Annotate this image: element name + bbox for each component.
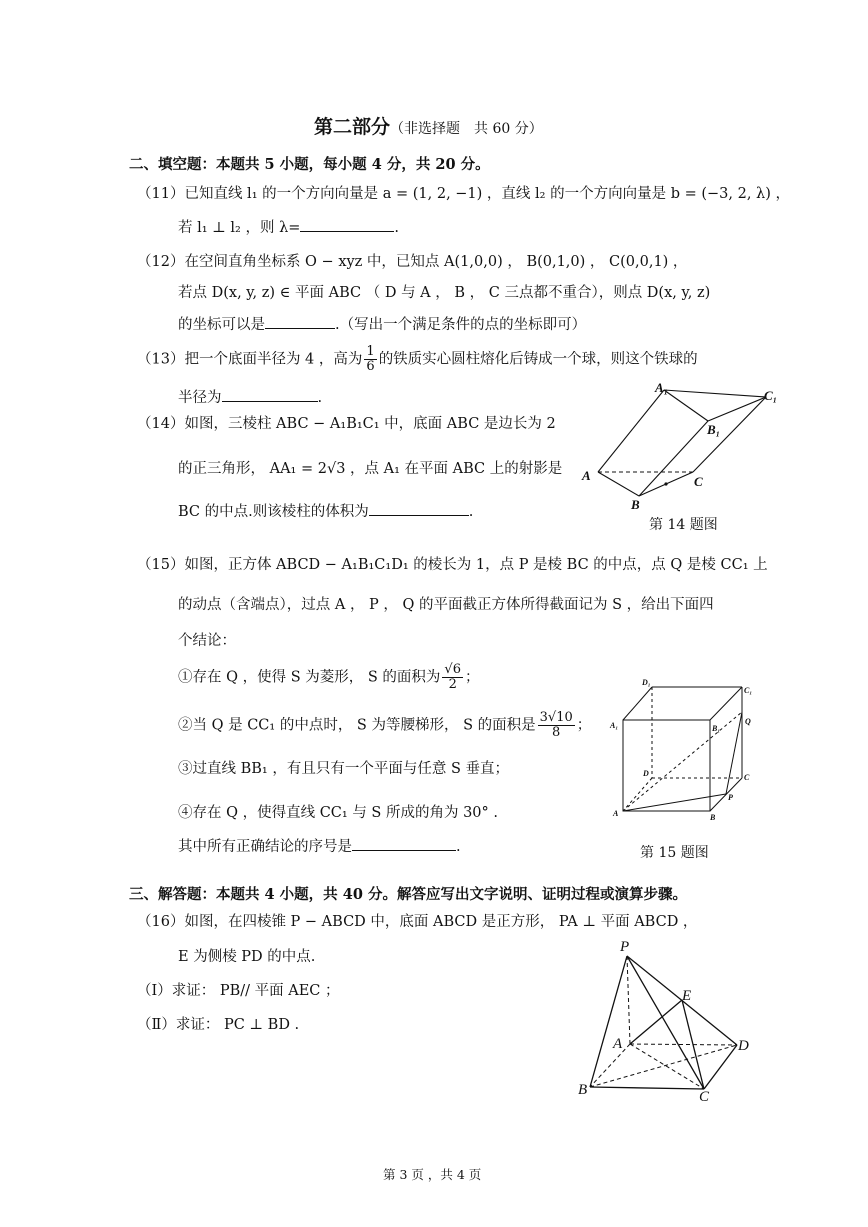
q12-line-1: （12）在空间直角坐标系 O − xyz 中，已知点 A(1,0,0) ， B(0,1,0) ， C(0,0,1) ，	[137, 254, 688, 270]
q12-line-2: 若点 D(x, y, z) ∈ 平面 ABC （ D 与 A ， B ， C 三点都不重合），则点 D(x, y, z)	[178, 285, 711, 301]
q14-end: .	[468, 504, 474, 520]
q14-line-3	[178, 500, 473, 521]
section-2-heading: 二、填空题：本题共 5 小题，每小题 4 分，共 20 分。	[129, 156, 490, 173]
q15-line-1: （15）如图，正方体 ABCD − A₁B₁C₁D₁ 的棱长为 1，点 P 是棱 BC 的中点，点 Q 是棱 CC₁ 上	[137, 557, 768, 573]
q15-conclusion-3: ③过直线 BB₁ ，有且只有一个平面与任意 S 垂直；	[178, 761, 509, 777]
q16-line-2: E 为侧棱 PD 的中点.	[178, 949, 316, 965]
q15-line-8	[178, 835, 461, 856]
q16-part-1: （Ⅰ）求证： PB// 平面 AEC ；	[137, 983, 340, 999]
fraction-denominator: 6	[366, 359, 375, 374]
q15-line-3: 个结论：	[178, 633, 236, 649]
fraction-numerator: √6	[444, 662, 461, 677]
label-B1: B₁	[712, 724, 721, 733]
label-C: C	[694, 474, 703, 489]
answer-blank	[300, 217, 394, 232]
part-title	[314, 112, 543, 139]
q15-conclusion-2	[178, 711, 591, 740]
label-D1: D₁	[642, 678, 651, 687]
label-D: D	[738, 1038, 749, 1054]
answer-blank	[352, 836, 456, 851]
label-C: C	[744, 773, 750, 782]
section-3-heading: 三、解答题：本题共 4 小题，共 40 分。解答应写出文字说明、证明过程或演算步骤。	[129, 886, 687, 903]
answer-blank	[222, 387, 318, 402]
q14-line-1: （14）如图，三棱柱 ABC − A₁B₁C₁ 中，底面 ABC 是边长为 2	[137, 416, 556, 432]
label-D: D	[643, 769, 649, 778]
label-B: B	[710, 813, 716, 822]
fraction-numerator: 1	[366, 344, 375, 359]
part-title-text: 第二部分	[314, 116, 391, 138]
q11-line-1: （11）已知直线 l₁ 的一个方向向量是 a = (1, 2, −1) ，直线 l₂ 的一个方向向量是 b = (−3, 2, λ) ，	[137, 186, 791, 202]
label-P: P	[728, 793, 733, 802]
q12-line-3	[178, 313, 586, 334]
label-A: A	[613, 1036, 623, 1052]
q13-text-b: 的铁质实心圆柱熔化后铸成一个球，则这个铁球的	[378, 351, 698, 368]
q15-end: .	[456, 839, 461, 855]
q15-c1-text: ①存在 Q ，使得 S 为菱形， S 的面积为	[178, 669, 441, 686]
figure-14-prism	[575, 380, 785, 512]
label-Q: Q	[745, 717, 751, 726]
q11-text: 若 l₁ ⊥ l₂ ，则 λ=	[178, 220, 301, 236]
label-P: P	[620, 939, 630, 955]
figure-14-caption: 第 14 题图	[649, 517, 718, 533]
label-A: A	[613, 809, 619, 818]
label-B: B	[578, 1082, 588, 1098]
q12-text: 的坐标可以是	[178, 317, 265, 333]
q13-line-2	[178, 386, 322, 407]
q11-end: .	[394, 220, 400, 236]
q11-line-2	[178, 216, 399, 237]
q13-line-1	[137, 345, 698, 374]
q13-end: .	[317, 390, 323, 406]
q13-text-a: （13）把一个底面半径为 4 ，高为	[137, 351, 363, 368]
page-footer: 第 3 页 ，共 4 页	[383, 1167, 482, 1182]
q15-c2-end: ；	[576, 717, 592, 734]
answer-blank	[369, 501, 469, 516]
fraction	[538, 711, 575, 740]
fraction-numerator: 3√10	[539, 710, 573, 725]
q15-c2-text: ②当 Q 是 CC₁ 的中点时， S 为等腰梯形， S 的面积是	[178, 717, 536, 734]
figure-15-cube	[608, 676, 758, 824]
figure-16-pyramid	[570, 936, 770, 1108]
fraction-denominator: 8	[552, 725, 561, 740]
q16-part-2: （Ⅱ）求证： PC ⊥ BD .	[137, 1017, 300, 1033]
q15-conclusion-4: ④存在 Q ，使得直线 CC₁ 与 S 所成的角为 30° .	[178, 805, 499, 821]
q14-line-2: 的正三角形， AA₁ = 2√3 ，点 A₁ 在平面 ABC 上的射影是	[178, 461, 563, 477]
label-B: B	[631, 497, 640, 512]
figure-15-caption: 第 15 题图	[640, 845, 709, 861]
q12-end: .（写出一个满足条件的点的坐标即可）	[335, 317, 587, 333]
label-C1: C₁	[764, 388, 778, 403]
label-A1: A₁	[610, 721, 619, 730]
label-C: C	[699, 1089, 710, 1105]
label-A1: A₁	[655, 380, 669, 395]
q15-text: 其中所有正确结论的序号是	[178, 839, 352, 855]
fraction	[442, 663, 463, 692]
q16-line-1: （16）如图，在四棱锥 P − ABCD 中，底面 ABCD 是正方形， PA ⊥ 平面 ABCD ，	[137, 914, 698, 930]
label-C1: C₁	[744, 686, 753, 695]
answer-blank	[265, 314, 335, 329]
q15-c1-end: ；	[464, 669, 480, 686]
fraction-denominator: 2	[448, 677, 457, 692]
q14-text: BC 的中点.则该棱柱的体积为	[178, 504, 369, 520]
fraction	[364, 345, 376, 374]
label-A: A	[582, 468, 591, 483]
q15-line-2: 的动点（含端点），过点 A ， P ， Q 的平面截正方体所得截面记为 S ，给出下面四	[178, 597, 714, 613]
q13-text-c: 半径为	[178, 390, 222, 406]
label-E: E	[682, 988, 692, 1004]
part-subtitle: （非选择题 共 60 分）	[390, 121, 543, 137]
q15-conclusion-1	[178, 663, 479, 692]
label-B1: B₁	[707, 422, 721, 437]
